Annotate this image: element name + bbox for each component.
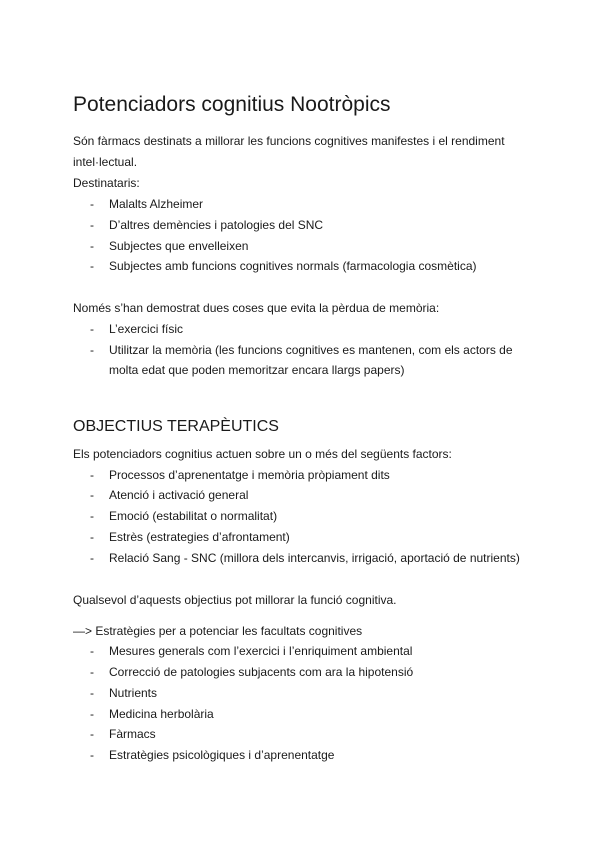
list-item: D’altres demències i patologies del SNC [109,218,324,232]
bullet-dash: - [90,686,94,700]
bullet-dash: - [90,468,94,482]
list-item: Malalts Alzheimer [109,197,204,211]
bullet-dash: - [90,665,94,679]
bullet-dash: - [90,707,94,721]
bullet-dash: - [90,239,94,253]
intro-line-1: Són fàrmacs destinats a millorar les funcions cognitives manifestes i el rendiment [73,134,505,148]
list-item: Nutrients [109,686,158,700]
list-item: Subjectes amb funcions cognitives normals (farmacologia cosmètica) [109,259,477,273]
list-item: Estratègies psicològiques i d’aprenentatge [109,748,335,762]
list-item: Subjectes que envelleixen [109,239,249,253]
bullet-dash: - [90,218,94,232]
list-item: Medicina herbolària [109,707,214,721]
strategies-heading: —> Estratègies per a potenciar les facultats cognitives [73,624,363,638]
bullet-dash: - [90,748,94,762]
bullet-dash: - [90,322,94,336]
objectives-intro: Els potenciadors cognitius actuen sobre un o més del següents factors: [73,447,452,461]
bullet-dash: - [90,509,94,523]
list-item: Atenció i activació general [109,488,249,502]
list-item: Utilitzar la memòria (les funcions cognitives es mantenen, com els actors de [109,343,513,357]
list-item: Mesures generals com l’exercici i l’enriquiment ambiental [109,644,413,658]
bullet-dash: - [90,727,94,741]
list-item-continuation: molta edat que poden memoritzar encara llargs papers) [109,363,405,377]
objectives-conclusion: Qualsevol d’aquests objectius pot millorar la funció cognitiva. [73,593,397,607]
list-item: Relació Sang - SNC (millora dels intercanvis, irrigació, aportació de nutrients) [109,551,520,565]
list-item: L’exercici físic [109,322,184,336]
intro-line-2: intel·lectual. [73,155,138,169]
memory-text: Només s’han demostrat dues coses que evita la pèrdua de memòria: [73,301,440,315]
bullet-dash: - [90,343,94,357]
bullet-dash: - [90,530,94,544]
objectives-heading: OBJECTIUS TERAPÈUTICS [73,418,279,435]
bullet-dash: - [90,488,94,502]
list-item: Estrès (estrategies d’afrontament) [109,530,290,544]
list-item: Processos d’aprenentatge i memòria pròpiament dits [109,468,390,482]
bullet-dash: - [90,644,94,658]
bullet-dash: - [90,551,94,565]
list-item: Emoció (estabilitat o normalitat) [109,509,278,523]
recipients-label: Destinataris: [73,176,140,190]
list-item: Correcció de patologies subjacents com ara la hipotensió [109,665,414,679]
bullet-dash: - [90,197,94,211]
bullet-dash: - [90,259,94,273]
page-title: Potenciadors cognitius Nootròpics [73,93,391,116]
list-item: Fàrmacs [109,727,156,741]
